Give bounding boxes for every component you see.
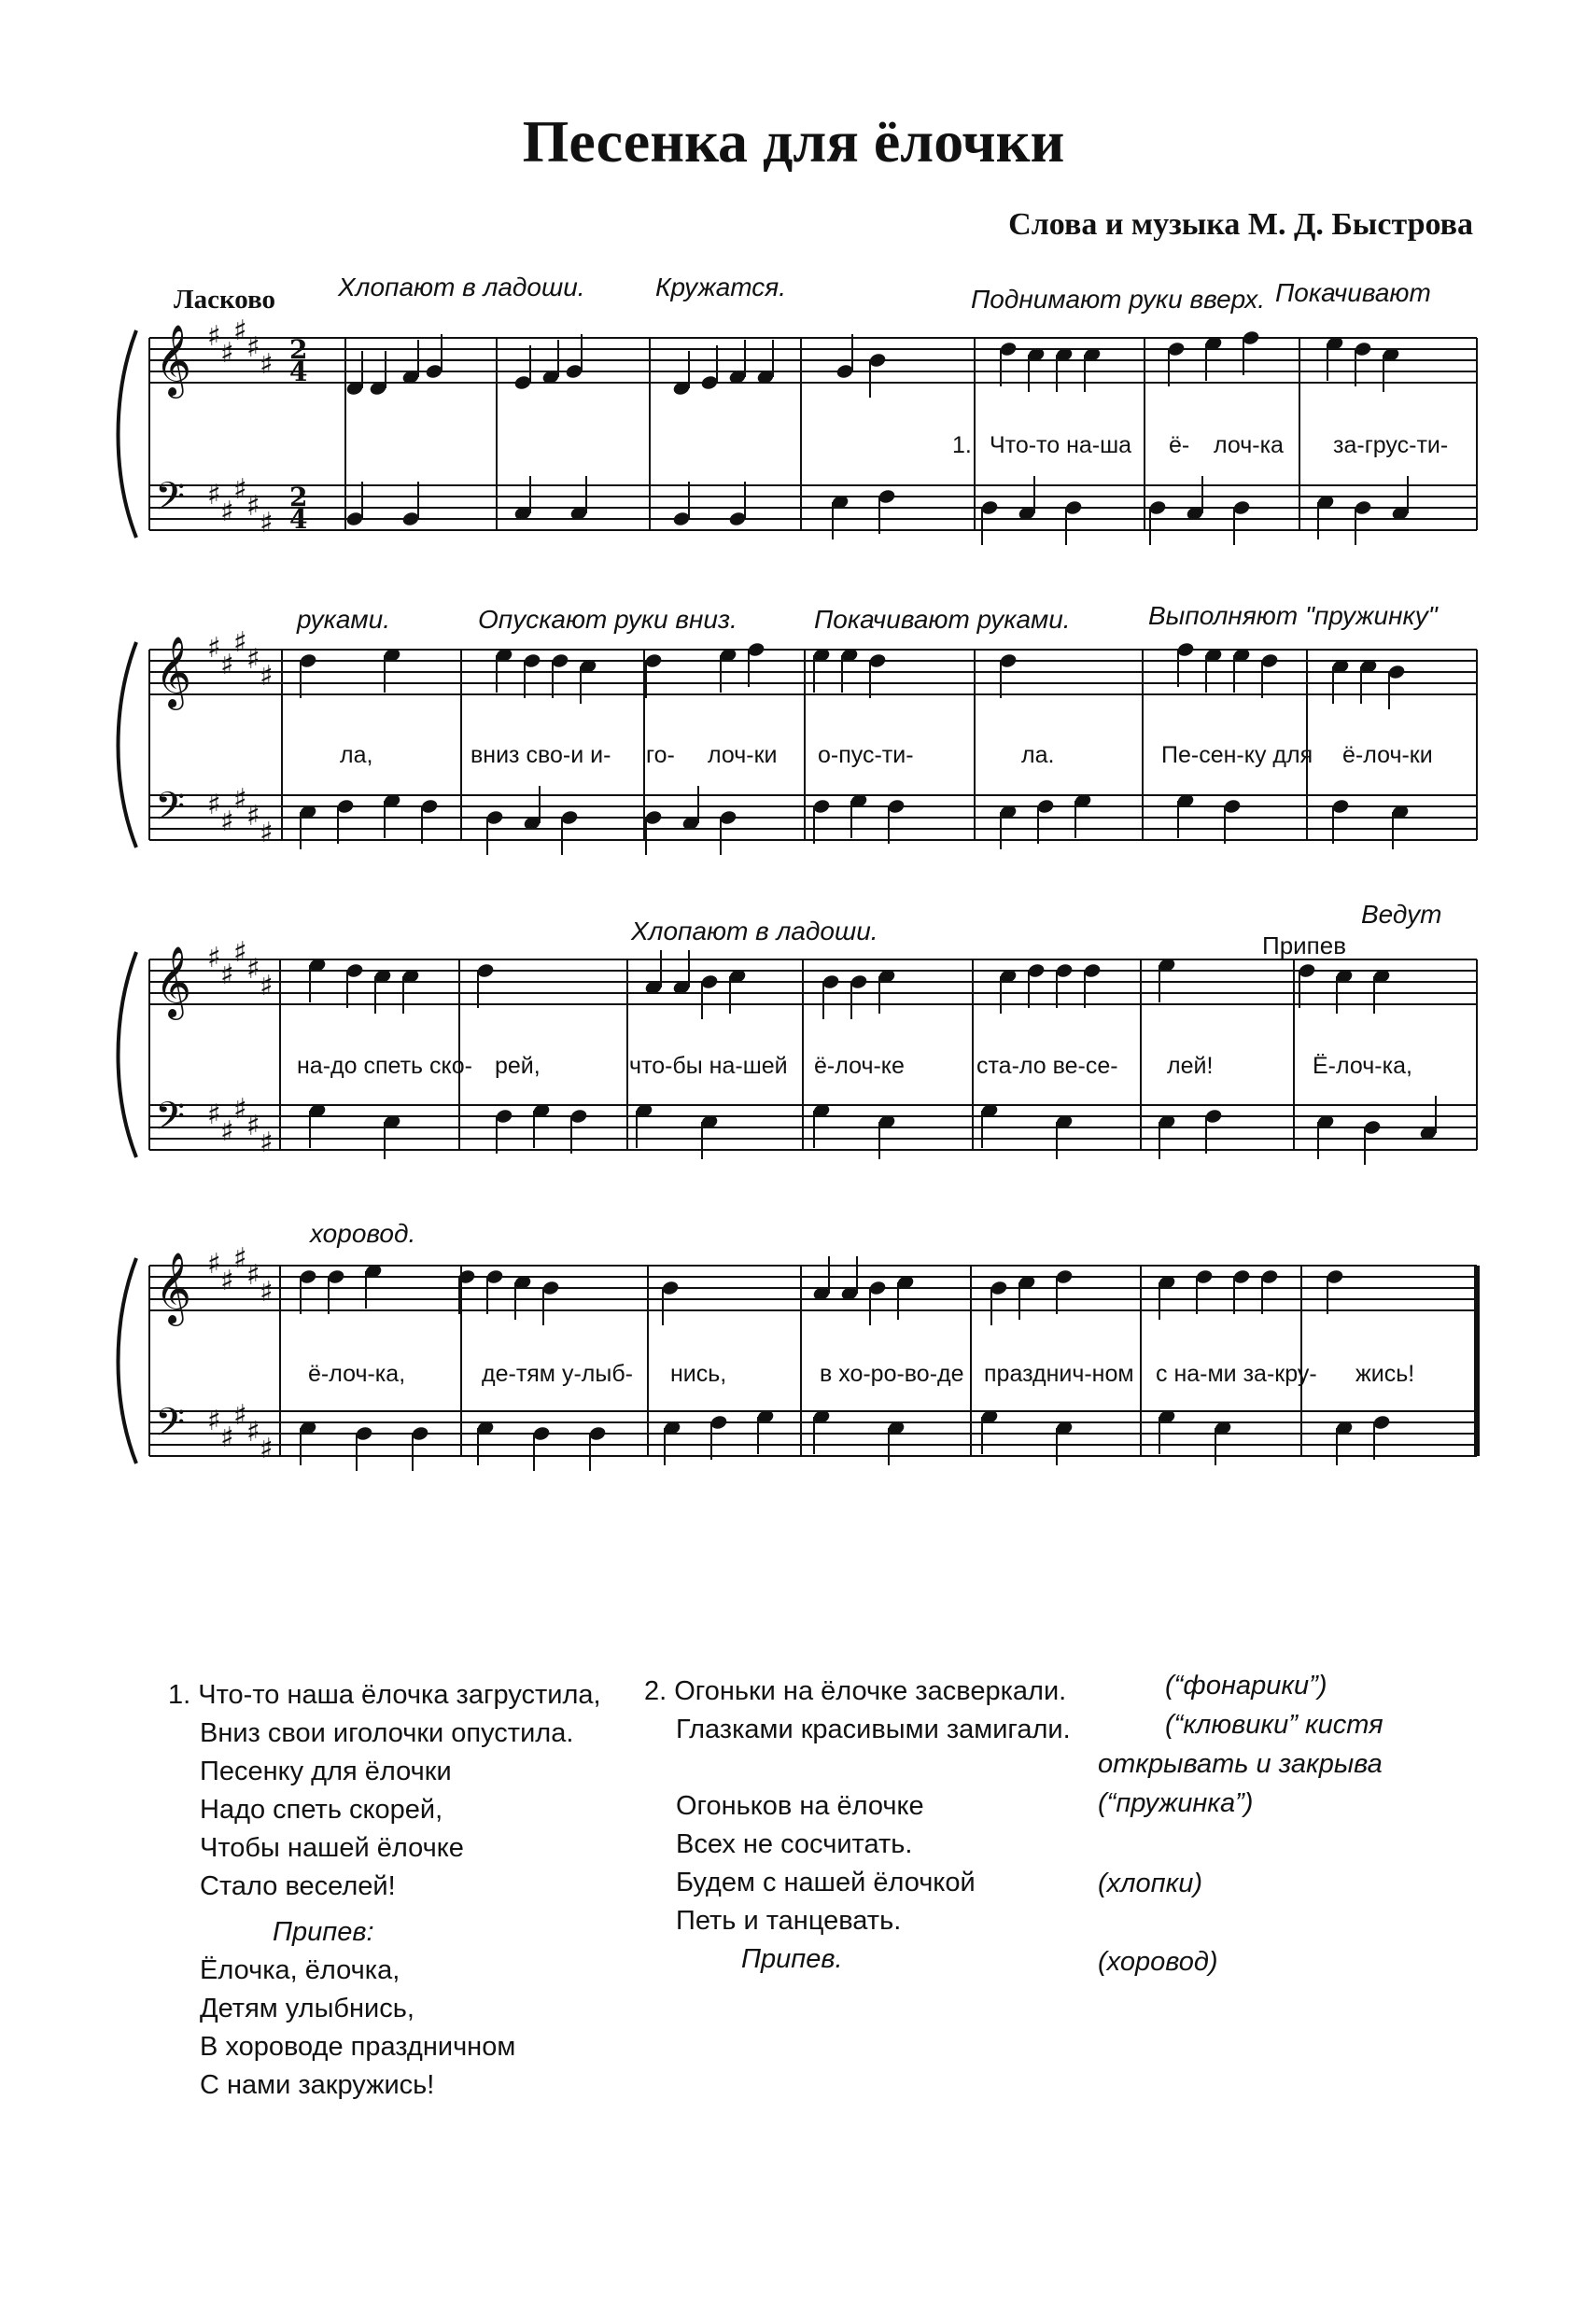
lyric-syllable: ла. bbox=[1021, 742, 1055, 768]
lyric-syllable: ё- bbox=[1169, 432, 1190, 458]
direction-lead: Ведут bbox=[1361, 900, 1442, 929]
time-signature-digit: 2 bbox=[289, 482, 308, 512]
lyric-syllable: Пе-сен-ку для bbox=[1161, 742, 1313, 768]
verse-line: Всех не сосчитать. bbox=[676, 1829, 913, 1859]
verse-line: В хороводе праздничном bbox=[200, 2032, 516, 2062]
key-signature-sharp: ♯ bbox=[207, 320, 221, 353]
action-round-dance: (хоровод) bbox=[1098, 1947, 1218, 1977]
lyric-syllable: лоч-ки bbox=[708, 742, 778, 768]
treble-clef: 𝄞 bbox=[155, 945, 192, 1017]
key-signature-sharp: ♯ bbox=[260, 1433, 274, 1465]
lyric-syllable: ё-лоч-ке bbox=[814, 1053, 905, 1079]
key-signature-sharp: ♯ bbox=[246, 490, 260, 523]
key-signature-sharp: ♯ bbox=[207, 632, 221, 665]
key-signature-sharp: ♯ bbox=[233, 1399, 247, 1432]
bass-clef: 𝄢 bbox=[155, 1400, 186, 1454]
key-signature-sharp: ♯ bbox=[207, 1099, 221, 1131]
page-title: Песенка для ёлочки bbox=[522, 108, 1065, 175]
key-signature-sharp: ♯ bbox=[260, 507, 274, 539]
verse-line: Детям улыбнись, bbox=[200, 1994, 414, 2023]
action-spring: (“пружинка”) bbox=[1098, 1788, 1254, 1818]
bass-clef: 𝄢 bbox=[155, 784, 186, 838]
key-signature-sharp: ♯ bbox=[260, 348, 274, 381]
key-signature-sharp: ♯ bbox=[260, 660, 274, 693]
grand-staff-brace bbox=[119, 952, 137, 1157]
direction-hands: руками. bbox=[297, 605, 390, 634]
lyric-syllable: что-бы на-шей bbox=[629, 1053, 788, 1079]
direction-clap-2: Хлопают в ладоши. bbox=[631, 917, 878, 945]
key-signature-sharp: ♯ bbox=[246, 953, 260, 986]
grand-staff-brace bbox=[119, 642, 137, 847]
key-signature-sharp: ♯ bbox=[220, 337, 234, 370]
treble-clef: 𝄞 bbox=[155, 636, 192, 707]
lyric-syllable: ла, bbox=[340, 742, 373, 768]
treble-clef: 𝄞 bbox=[155, 324, 192, 396]
lyric-syllable: с на-ми за-кру- bbox=[1156, 1361, 1317, 1387]
lyric-syllable: рей, bbox=[495, 1053, 541, 1079]
bass-clef: 𝄢 bbox=[155, 1094, 186, 1148]
refrain-label: Припев bbox=[1262, 931, 1347, 959]
lyric-syllable: го- bbox=[646, 742, 675, 768]
verse-line: 2. Огоньки на ёлочке засверкали. bbox=[644, 1676, 1067, 1706]
direction-raise-hands: Поднимают руки вверх. bbox=[971, 285, 1266, 314]
verse-line: С нами закружись! bbox=[200, 2070, 435, 2100]
time-signature-digit: 4 bbox=[289, 357, 308, 387]
key-signature-sharp: ♯ bbox=[260, 817, 274, 849]
bass-clef: 𝄢 bbox=[155, 474, 186, 528]
key-signature-sharp: ♯ bbox=[220, 496, 234, 528]
lyric-syllable: празднич-ном bbox=[984, 1361, 1134, 1387]
key-signature-sharp: ♯ bbox=[207, 1405, 221, 1437]
key-signature-sharp: ♯ bbox=[233, 936, 247, 969]
key-signature-sharp: ♯ bbox=[260, 1127, 274, 1159]
direction-spin: Кружатся. bbox=[655, 273, 787, 301]
lyric-syllable: нись, bbox=[670, 1361, 727, 1387]
key-signature-sharp: ♯ bbox=[220, 1265, 234, 1297]
key-signature-sharp: ♯ bbox=[246, 1259, 260, 1292]
treble-clef: 𝄞 bbox=[155, 1252, 192, 1323]
verse-line: Будем с нашей ёлочкой bbox=[676, 1868, 976, 1897]
action-lanterns: (“фонарики”) bbox=[1165, 1671, 1327, 1701]
tempo-marking: Ласково bbox=[174, 285, 276, 315]
lyric-syllable: Что-то на-ша bbox=[990, 432, 1132, 458]
key-signature-sharp: ♯ bbox=[246, 643, 260, 676]
refrain-heading: Припев: bbox=[273, 1917, 374, 1947]
verse-line: Песенку для ёлочки bbox=[200, 1757, 452, 1786]
grand-staff-brace bbox=[119, 330, 137, 538]
direction-round-dance: хоровод. bbox=[310, 1219, 416, 1248]
key-signature-sharp: ♯ bbox=[246, 1416, 260, 1449]
verse-line: Вниз свои иголочки опустила. bbox=[200, 1718, 574, 1748]
verse-line: Чтобы нашей ёлочке bbox=[200, 1833, 464, 1863]
verse-line: Глазками красивыми замигали. bbox=[676, 1715, 1071, 1744]
direction-clap: Хлопают в ладоши. bbox=[338, 273, 585, 301]
key-signature-sharp: ♯ bbox=[233, 783, 247, 816]
key-signature-sharp: ♯ bbox=[220, 649, 234, 681]
verse-line: Стало веселей! bbox=[200, 1871, 396, 1901]
lyric-syllable: 1. bbox=[952, 432, 972, 458]
key-signature-sharp: ♯ bbox=[207, 479, 221, 511]
key-signature-sharp: ♯ bbox=[220, 1421, 234, 1454]
key-signature-sharp: ♯ bbox=[220, 959, 234, 991]
refrain-heading: Припев. bbox=[741, 1944, 843, 1974]
key-signature-sharp: ♯ bbox=[233, 626, 247, 659]
lyric-syllable: де-тям у-лыб- bbox=[482, 1361, 633, 1387]
key-signature-sharp: ♯ bbox=[260, 970, 274, 1002]
lyric-syllable: вниз сво-и и- bbox=[470, 742, 611, 768]
lyric-syllable: на-до спеть ско- bbox=[297, 1053, 472, 1079]
time-signature-digit: 4 bbox=[289, 504, 308, 535]
direction-lower-hands: Опускают руки вниз. bbox=[478, 605, 737, 634]
key-signature-sharp: ♯ bbox=[207, 1248, 221, 1281]
direction-sway: Покачивают bbox=[1275, 278, 1431, 307]
key-signature-sharp: ♯ bbox=[246, 1110, 260, 1142]
verse-line: Ёлочка, ёлочка, bbox=[200, 1955, 400, 1985]
key-signature-sharp: ♯ bbox=[220, 805, 234, 838]
lyric-syllable: лей! bbox=[1167, 1053, 1214, 1079]
key-signature-sharp: ♯ bbox=[207, 942, 221, 974]
action-beaks: (“клювики” кистя bbox=[1165, 1710, 1383, 1740]
verse-2 bbox=[644, 1673, 1071, 1979]
verse-line: Надо спеть скорей, bbox=[200, 1795, 443, 1825]
key-signature-sharp: ♯ bbox=[246, 331, 260, 364]
verse-line: Петь и танцевать. bbox=[676, 1906, 902, 1936]
verse-line: Огоньков на ёлочке bbox=[676, 1791, 924, 1821]
verse-line: 1. Что-то наша ёлочка загрустила, bbox=[168, 1680, 601, 1710]
key-signature-sharp: ♯ bbox=[246, 800, 260, 833]
lyric-syllable: ё-лоч-ка, bbox=[308, 1361, 406, 1387]
lyric-syllable: в хо-ро-во-де bbox=[820, 1361, 964, 1387]
action-open-close: открывать и закрыва bbox=[1098, 1749, 1383, 1779]
direction-sway-hands: Покачивают руками. bbox=[814, 605, 1071, 634]
key-signature-sharp: ♯ bbox=[233, 315, 247, 347]
composer-credit: Слова и музыка М. Д. Быстрова bbox=[1008, 207, 1473, 242]
direction-spring: Выполняют "пружинку" bbox=[1148, 601, 1438, 630]
lyric-syllable: лоч-ка bbox=[1214, 432, 1284, 458]
key-signature-sharp: ♯ bbox=[233, 1242, 247, 1275]
key-signature-sharp: ♯ bbox=[207, 789, 221, 821]
key-signature-sharp: ♯ bbox=[260, 1276, 274, 1309]
time-signature-digit: 2 bbox=[289, 334, 308, 365]
key-signature-sharp: ♯ bbox=[233, 473, 247, 506]
lyric-syllable: за-грус-ти- bbox=[1333, 432, 1449, 458]
lyric-syllable: о-пус-ти- bbox=[818, 742, 914, 768]
lyric-syllable: ста-ло ве-се- bbox=[976, 1053, 1118, 1079]
verse-1 bbox=[168, 1676, 601, 2105]
lyric-syllable: жись! bbox=[1355, 1361, 1415, 1387]
lyric-syllable: Ё-лоч-ка, bbox=[1313, 1053, 1412, 1079]
lyric-syllable: ё-лоч-ки bbox=[1342, 742, 1433, 768]
grand-staff-brace bbox=[119, 1258, 137, 1463]
action-claps: (хлопки) bbox=[1098, 1869, 1203, 1898]
key-signature-sharp: ♯ bbox=[220, 1115, 234, 1148]
key-signature-sharp: ♯ bbox=[233, 1093, 247, 1126]
